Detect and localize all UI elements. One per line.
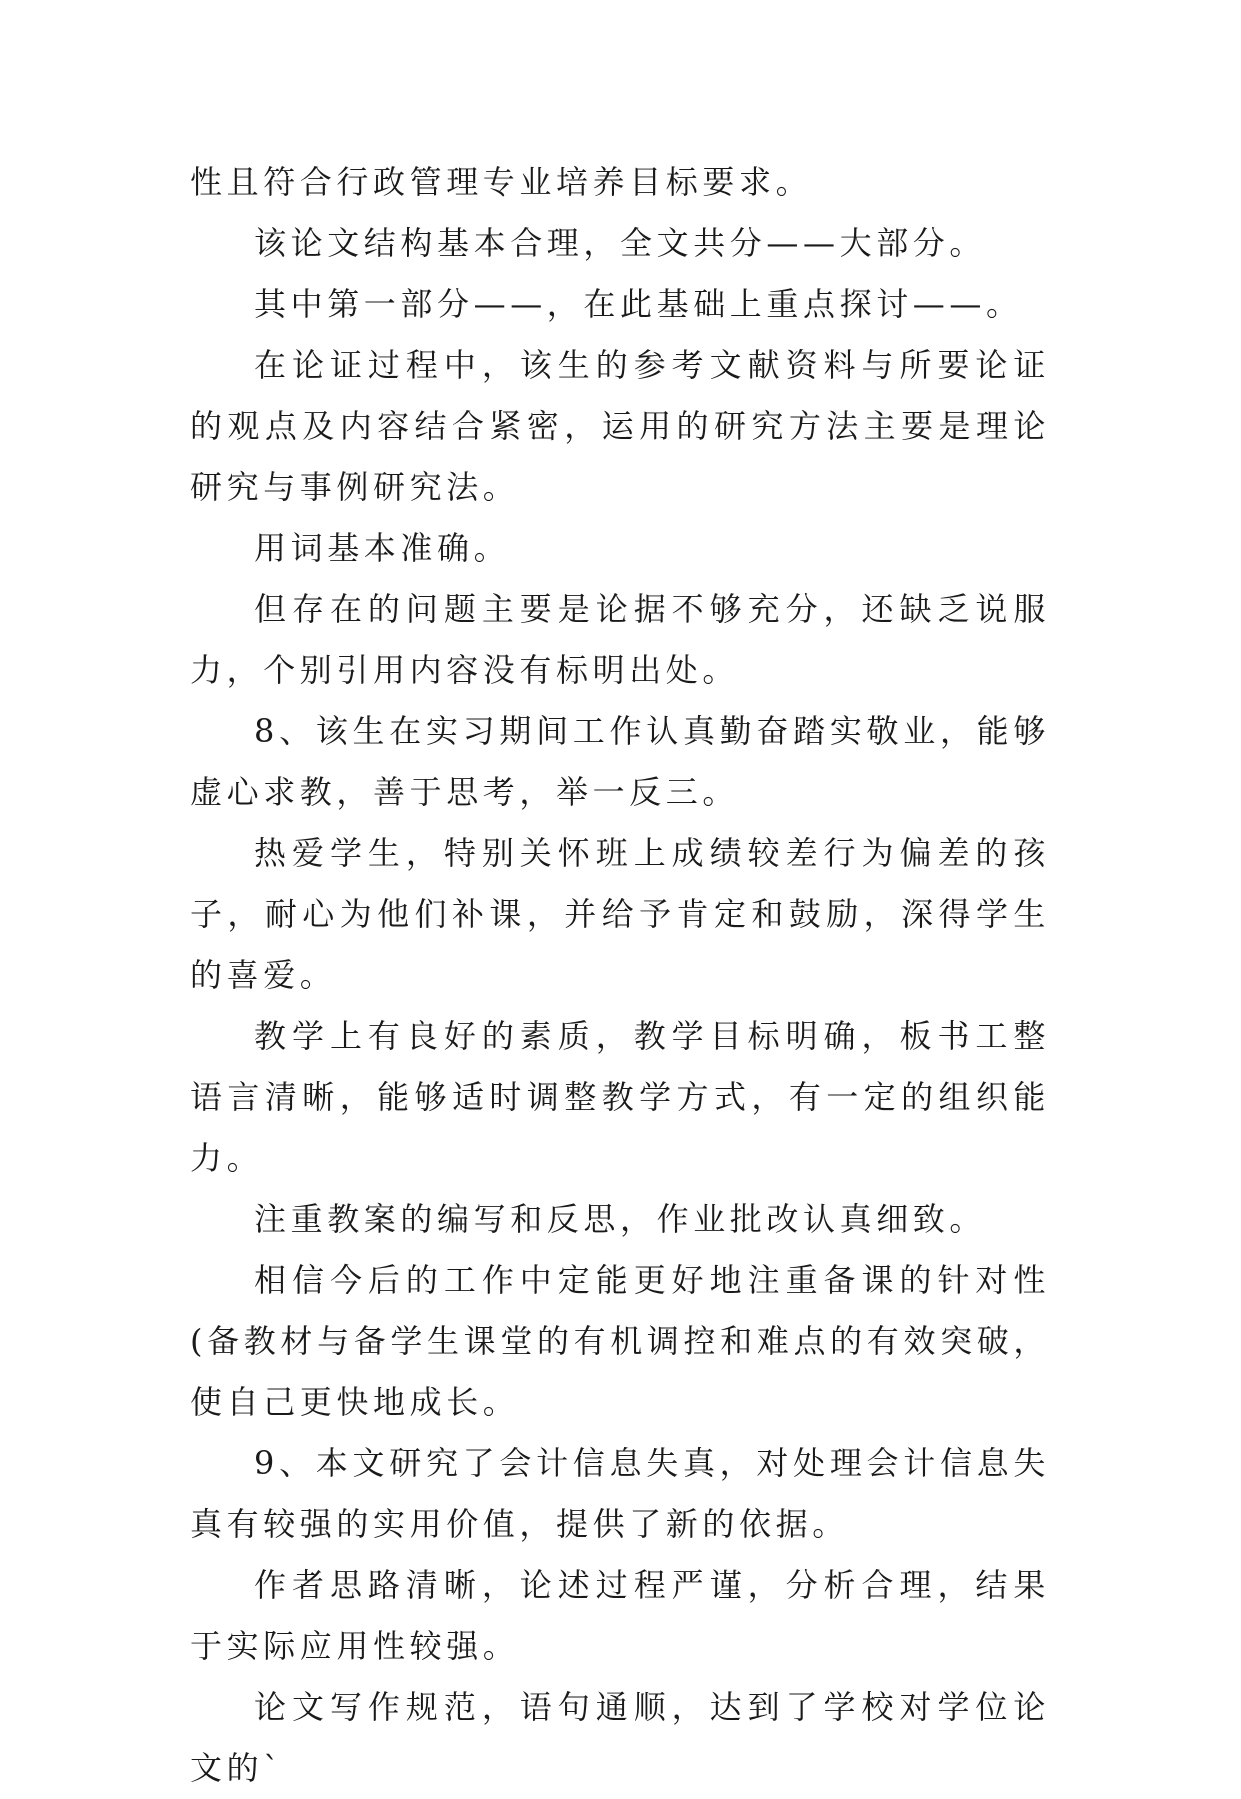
paragraph: 作者思路清晰，论述过程严谨，分析合理，结果于实际应用性较强。 (190, 1566, 1050, 1665)
paragraph: 热爱学生，特别关怀班上成绩较差行为偏差的孩子，耐心为他们补课，并给予肯定和鼓励，深得学生的喜爱。 (190, 834, 1050, 994)
paragraph: 用词基本准确。 (254, 529, 511, 567)
paragraph: 论文写作规范，语句通顺，达到了学校对学位论文的` (190, 1688, 1050, 1787)
paragraph: 在论证过程中，该生的参考文献资料与所要论证的观点及内容结合紧密，运用的研究方法主要是理论研究与事例研究法。 (190, 346, 1050, 506)
paragraph: 但存在的问题主要是论据不够充分，还缺乏说服力，个别引用内容没有标明出处。 (190, 590, 1050, 689)
paragraph: 性且符合行政管理专业培养目标要求。 (190, 163, 813, 201)
paragraph: 8、该生在实习期间工作认真勤奋踏实敬业，能够虚心求教，善于思考，举一反三。 (190, 712, 1050, 811)
paragraph: 注重教案的编写和反思，作业批改认真细致。 (254, 1200, 987, 1238)
paragraph: 该论文结构基本合理，全文共分——大部分。 (254, 224, 987, 262)
paragraph: 9、本文研究了会计信息失真，对处理会计信息失真有较强的实用价值，提供了新的依据。 (190, 1444, 1050, 1543)
paragraph: 相信今后的工作中定能更好地注重备课的针对性(备教材与备学生课堂的有机调控和难点的有效突破，使自己更快地成长。 (190, 1261, 1050, 1421)
document-body (190, 152, 1050, 1799)
paragraph: 其中第一部分——，在此基础上重点探讨——。 (254, 285, 1023, 323)
paragraph: 教学上有良好的素质，教学目标明确，板书工整语言清晰，能够适时调整教学方式，有一定的组织能力。 (190, 1017, 1050, 1177)
